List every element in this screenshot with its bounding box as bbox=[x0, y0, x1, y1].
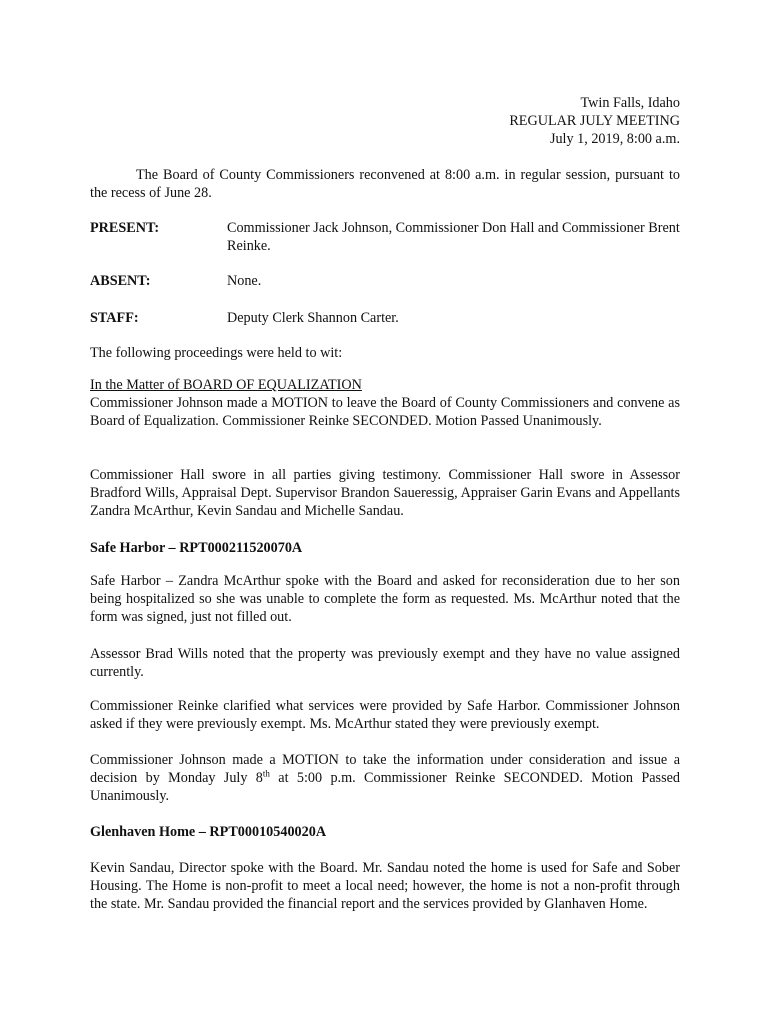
motion-text-after: at 5:00 p.m. Commissioner Reinke SECONDED. Motion Passed Unanimously. bbox=[90, 770, 680, 804]
safe-harbor-paragraph-3: Commissioner Reinke clarified what services were provided by Safe Harbor. Commissioner Johnson asked if they were previously exempt. Ms. McArthur stated they were previously exempt. bbox=[90, 698, 680, 732]
swearing-in-paragraph: Commissioner Hall swore in all parties giving testimony. Commissioner Hall swore in Assessor Bradford Wills, Appraisal Dept. Supervisor Brandon Saueressig, Appraiser Garin Evans and Appellants Zandra McArthur, Kevin Sandau and Michelle Sandau. bbox=[90, 467, 680, 519]
safe-harbor-paragraph-2: Assessor Brad Wills noted that the property was previously exempt and they have no value assigned currently. bbox=[90, 646, 680, 680]
header-meeting-title: REGULAR JULY MEETING bbox=[509, 113, 680, 129]
motion-text-before: Commissioner Johnson made a MOTION to take the information under consideration and issue a decision by Monday July 8 bbox=[90, 752, 680, 786]
matter-motion: Commissioner Johnson made a MOTION to leave the Board of County Commissioners and convene as Board of Equalization. Commissioner Reinke SECONDED. Motion Passed Unanimously. bbox=[90, 395, 680, 429]
absent-label: ABSENT: bbox=[90, 273, 151, 289]
glenhaven-heading: Glenhaven Home – RPT00010540020A bbox=[90, 824, 327, 840]
absent-value: None. bbox=[227, 273, 262, 289]
glenhaven-paragraph-1: Kevin Sandau, Director spoke with the Board. Mr. Sandau noted the home is used for Safe and Sober Housing. The Home is non-profit to meet a local need; however, the home is not a non-profit through the state. Mr. Sandau provided the financial report and the services provided by Glanhaven Home. bbox=[90, 860, 680, 912]
document-header bbox=[380, 94, 680, 148]
ordinal-suffix: th bbox=[262, 768, 270, 779]
intro-paragraph: The Board of County Commissioners reconvened at 8:00 a.m. in regular session, pursuant to the recess of June 28. bbox=[90, 167, 680, 201]
staff-value: Deputy Clerk Shannon Carter. bbox=[227, 310, 399, 326]
present-value: Commissioner Jack Johnson, Commissioner Don Hall and Commissioner Brent Reinke. bbox=[227, 220, 680, 254]
present-label: PRESENT: bbox=[90, 220, 160, 236]
safe-harbor-paragraph-4 bbox=[90, 751, 680, 805]
header-date: July 1, 2019, 8:00 a.m. bbox=[549, 131, 680, 147]
matter-section bbox=[90, 376, 680, 430]
staff-label: STAFF: bbox=[90, 310, 139, 326]
matter-title: In the Matter of BOARD OF EQUALIZATION bbox=[90, 377, 362, 393]
proceedings-intro: The following proceedings were held to wit: bbox=[90, 345, 343, 361]
header-location: Twin Falls, Idaho bbox=[580, 95, 680, 111]
safe-harbor-paragraph-1: Safe Harbor – Zandra McArthur spoke with the Board and asked for reconsideration due to her son being hospitalized so she was unable to complete the form as requested. Ms. McArthur noted that the form was signed, just not filled out. bbox=[90, 573, 680, 625]
safe-harbor-heading: Safe Harbor – RPT000211520070A bbox=[90, 540, 303, 556]
